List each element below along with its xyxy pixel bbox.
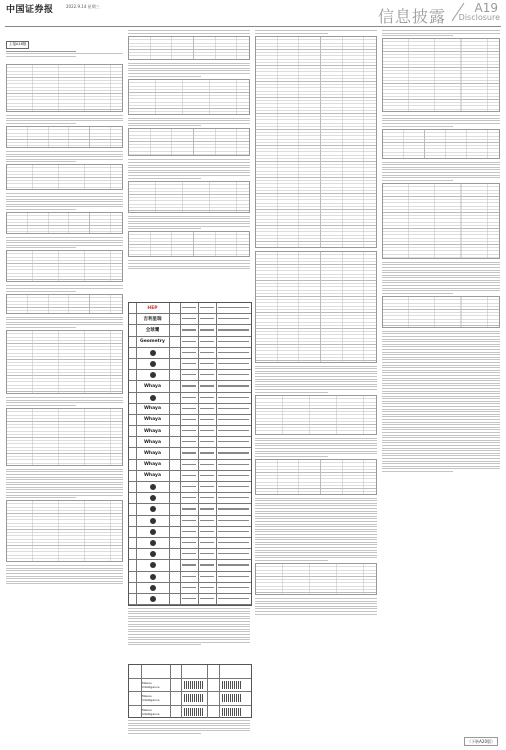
- financial-table: [128, 231, 250, 257]
- brand-logo-icon: [150, 529, 156, 535]
- brand-logo-icon: [150, 585, 156, 591]
- brand-logo-icon: [150, 540, 156, 546]
- dateline: 2022.9.14 星期三: [66, 4, 100, 9]
- financial-table: [128, 36, 250, 60]
- financial-table: [255, 459, 377, 495]
- brand-logo-icon: [150, 562, 156, 568]
- financial-table: [6, 500, 123, 562]
- financial-table: [128, 128, 250, 156]
- trademark-table-2: Maxus Intelligence Maxus Intelligence Maxus Intelligence: [128, 664, 252, 718]
- financial-table: [6, 250, 123, 282]
- financial-table: [6, 126, 123, 148]
- newspaper-logo: 中国证券报: [6, 5, 54, 15]
- brand-logo-icon: [150, 574, 156, 580]
- brand-logo-icon: [150, 395, 156, 401]
- brand-logo-icon: [150, 551, 156, 557]
- masthead: [0, 0, 506, 26]
- financial-table: [6, 408, 123, 466]
- financial-table: [382, 183, 500, 259]
- financial-table: [128, 181, 250, 213]
- column-1: [6, 30, 123, 736]
- financial-table: [382, 38, 500, 112]
- section-english: Disclosure: [458, 13, 500, 22]
- brand-logo-icon: [150, 350, 156, 356]
- column-2-lower-text: [128, 608, 250, 660]
- column-2: [128, 30, 250, 298]
- financial-table: [6, 64, 123, 112]
- continued-from-label: 上接A18版: [6, 41, 29, 49]
- header-rule: [5, 26, 501, 27]
- brand-logo-icon: [150, 506, 156, 512]
- financial-table: [255, 395, 377, 435]
- brand-logo-icon: [150, 495, 156, 501]
- page-number: A19: [474, 1, 498, 15]
- financial-table: [6, 330, 123, 394]
- financial-table: [382, 129, 500, 159]
- column-4: [382, 30, 500, 736]
- financial-table: [128, 79, 250, 115]
- section-title: 信息披露: [377, 7, 446, 26]
- brand-logo-icon: [150, 484, 156, 490]
- financial-table: [255, 563, 377, 595]
- financial-table: [255, 251, 377, 363]
- brand-logo-icon: [150, 361, 156, 367]
- column-2-bottom-text: [128, 720, 250, 738]
- financial-table: [6, 212, 123, 234]
- brand-logo-icon: [150, 518, 156, 524]
- financial-table: [255, 36, 377, 248]
- financial-table: [6, 164, 123, 190]
- financial-table: [6, 294, 123, 314]
- brand-logo-icon: [150, 596, 156, 602]
- trademark-table: HEP 吉利星瑞 全球鹰 Geometry Whaya Whaya Whaya Whaya Whaya Whaya Whaya Whaya: [128, 302, 252, 606]
- financial-table: [382, 296, 500, 328]
- column-3: [255, 30, 377, 736]
- continued-on-label: （下转A20版）: [464, 737, 498, 746]
- brand-logo-icon: [150, 372, 156, 378]
